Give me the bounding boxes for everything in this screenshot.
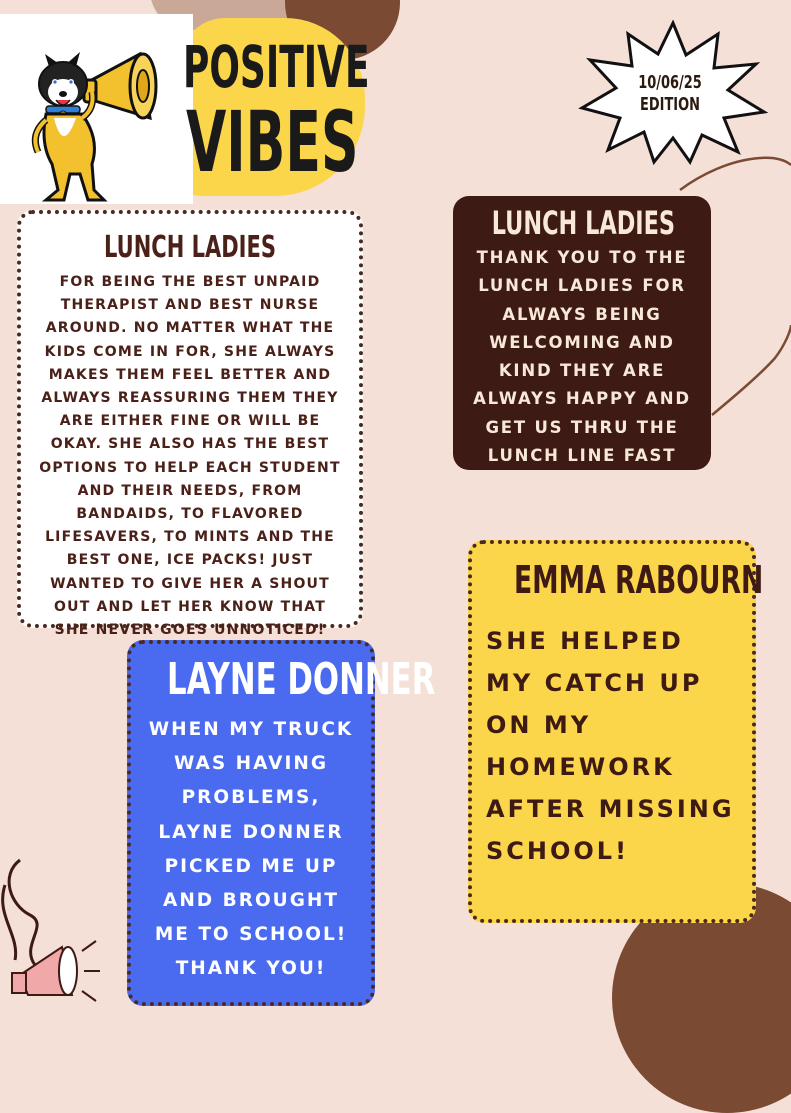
edition-date: 10/06/25 — [638, 72, 702, 93]
megaphone-icon — [0, 855, 110, 1015]
mascot-logo — [0, 14, 193, 204]
card-body: SHE HELPED MY CATCH UP ON MY HOMEWORK AFTER MISSING SCHOOL! — [486, 627, 735, 865]
card-body: WHEN MY TRUCK WAS HAVING PROBLEMS, LAYNE DONNER PICKED ME UP AND BROUGHT ME TO SCHOOL! THANK YOU! — [148, 719, 354, 980]
card-title: LUNCH LADIES — [491, 204, 676, 242]
card-body: FOR BEING THE BEST UNPAID THERAPIST AND BEST NURSE AROUND. NO MATTER WHAT THE KIDS COME IN FOR, SHE ALWAYS MAKES THEM FEEL BETTER AND ALWAYS REASSURING THEM THEY ARE EITHER FINE OR WILL BE OKAY. SHE ALSO HAS THE BEST OPTIONS TO HELP EACH STUDENT AND THEIR NEEDS, FROM BANDAIDS, TO FLAVORED LIFESAVERS, TO MINTS AND THE BEST ONE, ICE PACKS! JUST WANTED TO GIVE HER A SHOUT OUT AND LET HER KNOW THAT SHE NEVER GOES UNNOTICED! — [39, 274, 341, 639]
title-line-1: POSITIVE — [183, 33, 370, 101]
title-line-2: VIBES — [186, 93, 359, 191]
husky-mascot-megaphone-icon — [0, 14, 193, 204]
card-title: LUNCH LADIES — [104, 230, 276, 265]
edition-badge — [605, 72, 735, 115]
edition-label: EDITION — [640, 93, 700, 115]
shoutout-card-lunch-ladies-1 — [17, 210, 363, 639]
shoutout-card-lunch-ladies-2 — [453, 196, 711, 470]
card-body: THANK YOU TO THE LUNCH LADIES FOR ALWAYS BEING WELCOMING AND KIND THEY ARE ALWAYS HAPPY AND GET US THRU THE LUNCH LINE FAST — [473, 248, 691, 466]
card-title: EMMA RABOURN — [514, 558, 764, 602]
card-title: LAYNE DONNER — [167, 654, 436, 705]
shoutout-card-emma-rabourn — [468, 540, 764, 923]
shoutout-card-layne-donner — [127, 640, 436, 1006]
